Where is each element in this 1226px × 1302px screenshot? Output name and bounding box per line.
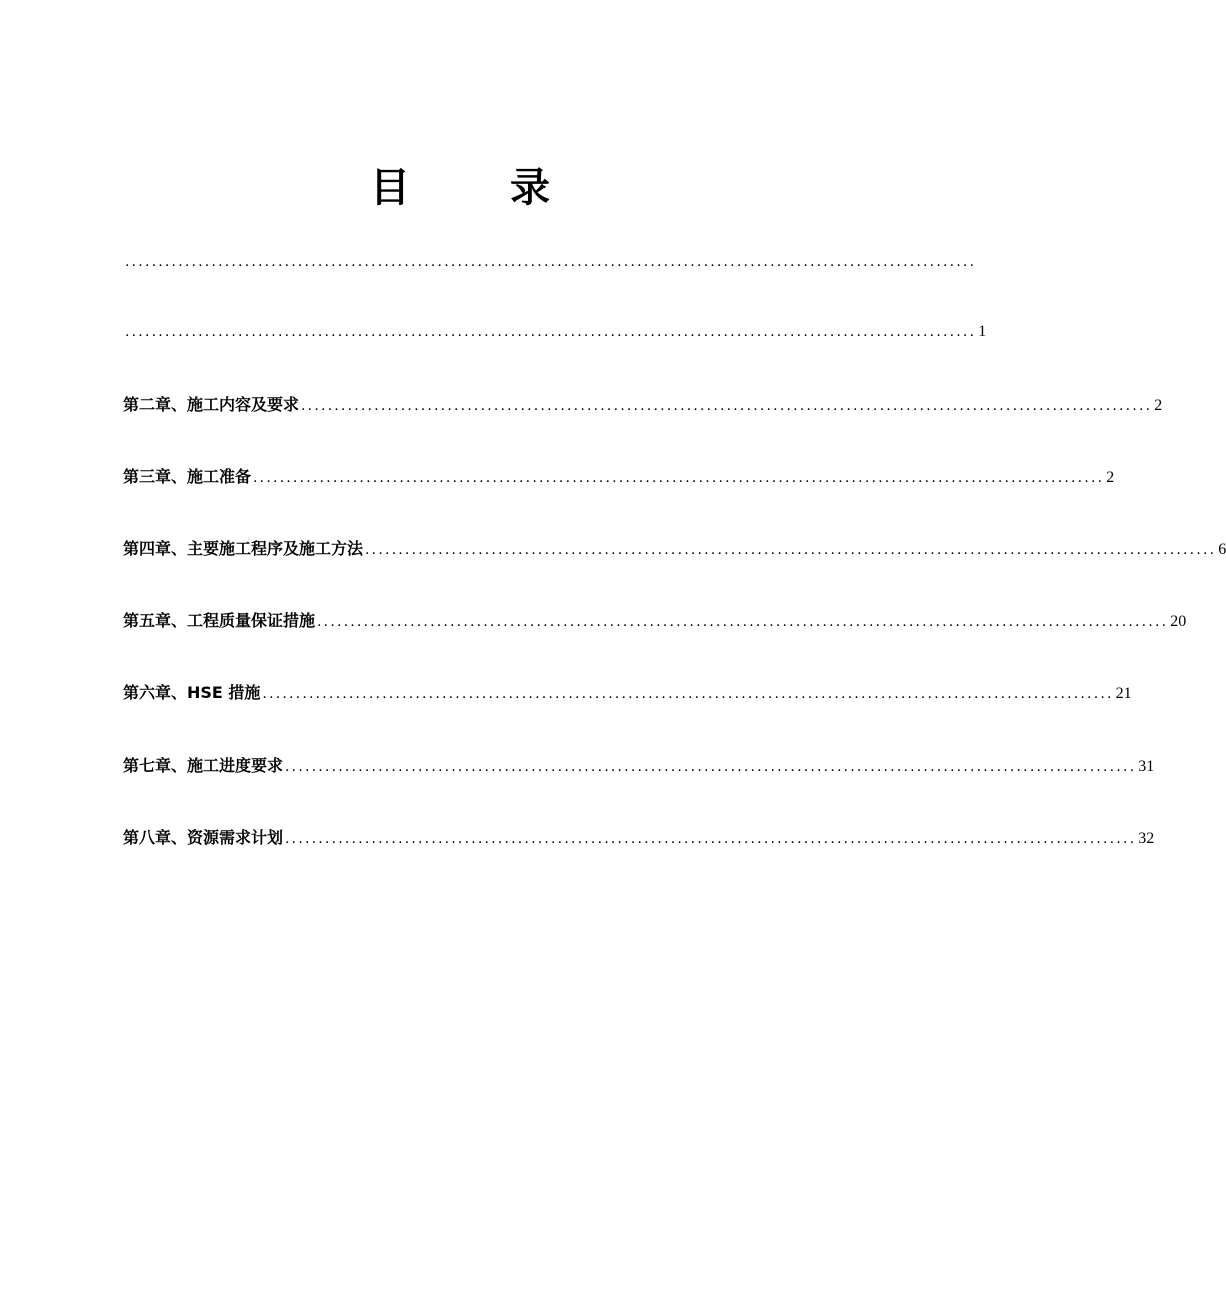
- toc-entry-1-line-2[interactable]: [123, 320, 987, 344]
- toc-leader-dots: ................................................................................................................................: [285, 831, 1137, 847]
- toc-entry-page: 2: [1154, 397, 1163, 414]
- toc-entry-page: 6: [1218, 541, 1226, 558]
- toc-leader-dots: ................................................................................................................................: [125, 254, 977, 270]
- toc-entry-page: 20: [1170, 613, 1187, 630]
- toc-entry-label: 第七章、施工进度要求: [123, 756, 284, 775]
- toc-entry-label: 第二章、施工内容及要求: [123, 395, 300, 414]
- toc-entry-page: 32: [1138, 830, 1155, 847]
- toc-entry-chapter-3[interactable]: [123, 465, 1115, 489]
- toc-leader-dots: ................................................................................................................................: [262, 686, 1114, 702]
- toc-entry-label: 第六章、HSE 措施: [123, 683, 261, 702]
- toc-entry-chapter-7[interactable]: [123, 754, 1155, 778]
- toc-leader-dots: ................................................................................................................................: [301, 398, 1153, 414]
- toc-entry-chapter-2[interactable]: [123, 393, 1163, 417]
- title-char-2: 录: [510, 165, 550, 211]
- toc-entry-page: 31: [1138, 758, 1155, 775]
- toc-entry-page: 2: [1106, 469, 1115, 486]
- toc-leader-dots: ................................................................................................................................: [253, 470, 1105, 486]
- toc-entry-chapter-6[interactable]: [123, 681, 1132, 705]
- toc-entry-label: 第四章、主要施工程序及施工方法: [123, 539, 364, 558]
- toc-entry-chapter-5[interactable]: [123, 609, 1187, 633]
- toc-entry-label: 第五章、工程质量保证措施: [123, 611, 316, 630]
- toc-leader-dots: ................................................................................................................................: [285, 759, 1137, 775]
- title-char-1: 目: [370, 165, 410, 211]
- toc-leader-dots: ................................................................................................................................: [125, 324, 977, 340]
- toc-entry-1-line-1[interactable]: [123, 250, 977, 274]
- page-title: [0, 162, 920, 214]
- toc-entry-page: 21: [1115, 685, 1132, 702]
- toc-entry-label: 第三章、施工准备: [123, 467, 252, 486]
- toc-entry-page: 1: [978, 323, 987, 340]
- toc-leader-dots: ................................................................................................................................: [317, 614, 1169, 630]
- toc-entry-label: 第八章、资源需求计划: [123, 828, 284, 847]
- toc-leader-dots: ................................................................................................................................: [365, 542, 1217, 558]
- toc-entry-chapter-8[interactable]: [123, 826, 1155, 850]
- toc-entry-chapter-4[interactable]: [123, 537, 1226, 561]
